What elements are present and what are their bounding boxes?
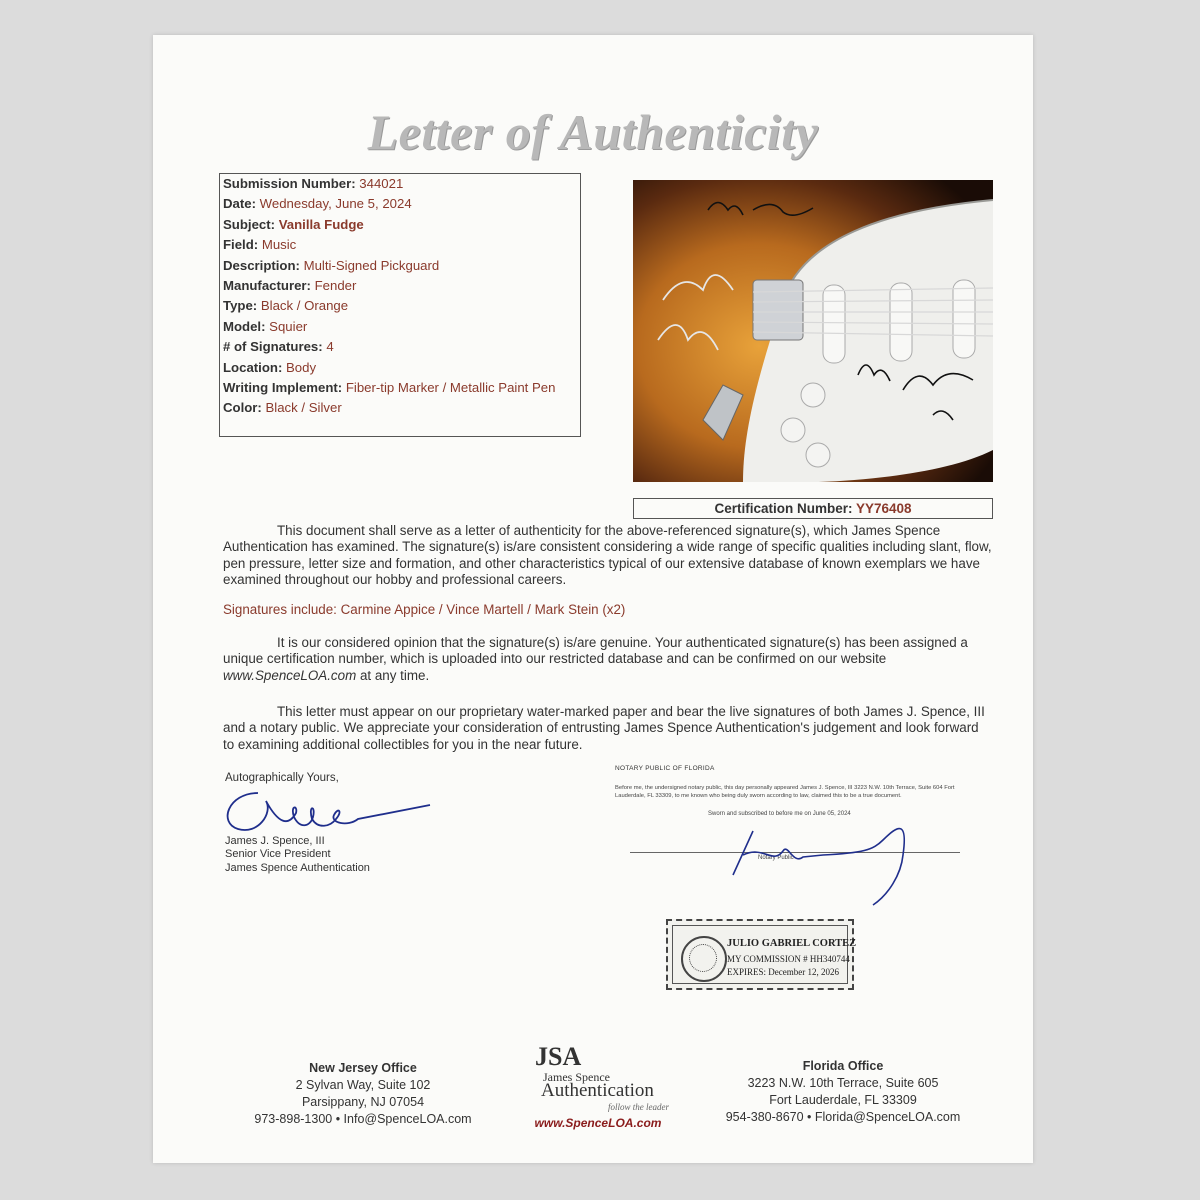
opinion-paragraph: It is our considered opinion that the signature(s) is/are genuine. Your authenticated signature(s) has been assigned a unique certification number, which is uploaded into our restricted database and can be confirmed on our website www.SpenceLOA.com at any time. (223, 635, 968, 683)
notary-commission: MY COMMISSION # HH340744 (727, 954, 850, 964)
nj-office-heading: New Jersey Office (309, 1061, 417, 1075)
new-jersey-office (213, 1060, 513, 1128)
detail-row-manufacturer: Manufacturer: Fender (223, 278, 357, 294)
detail-row-color: Color: Black / Silver (223, 399, 342, 415)
detail-row-description: Description: Multi-Signed Pickguard (223, 257, 440, 273)
detail-row-date: Date: Wednesday, June 5, 2024 (223, 196, 412, 212)
signer-company: James Spence Authentication (225, 861, 370, 874)
jsa-website[interactable]: www.SpenceLOA.com (534, 1116, 662, 1130)
closing-text: Autographically Yours, (225, 772, 339, 784)
certification-number: Certification Number: YY76408 (633, 498, 993, 519)
notary-stamp (666, 919, 857, 990)
page-title: Letter of Authenticity (367, 104, 819, 160)
fl-office-address: 3223 N.W. 10th Terrace, Suite 605 (747, 1076, 939, 1090)
spence-signature (218, 783, 433, 839)
nj-office-address: 2 Sylvan Way, Suite 102 (295, 1078, 431, 1092)
nj-office-city: Parsippany, NJ 07054 (301, 1095, 425, 1109)
fl-office-heading: Florida Office (802, 1059, 884, 1073)
notary-statement: Before me, the undersigned notary public, this day personally appeared James J. Spence, III 3223 N.W. 10th Terrace, Suite 604 Fort Lauderdale, FL 33309, to me known who being duly sworn according to law, claimed this to be a true document. (615, 785, 955, 799)
authenticity-paragraph: This document shall serve as a letter of authenticity for the above-referenced signature(s), which James Spence Authentication has examined. The signature(s) is/are consistent considering a wide range of specific qualities including slant, flow, pen pressure, letter size and formation, and other characteristics typical of our extensive database of known exemplars we have examined throughout our hobby and professional careers. (223, 523, 992, 588)
notary-heading: NOTARY PUBLIC OF FLORIDA (615, 765, 715, 772)
fl-office-contact: 954-380-8670 • Florida@SpenceLOA.com (725, 1110, 961, 1124)
detail-row-signature-count: # of Signatures: 4 (223, 339, 334, 355)
nj-office-contact: 973-898-1300 • Info@SpenceLOA.com (254, 1112, 472, 1126)
detail-row-field: Field: Music (223, 237, 297, 253)
florida-office (693, 1058, 993, 1126)
notary-label: Notary Public (758, 855, 794, 861)
letter-page (153, 35, 1033, 1163)
detail-row-subject: Subject: Vanilla Fudge (223, 216, 364, 232)
detail-row-model: Model: Squier (223, 318, 308, 334)
fl-office-city: Fort Lauderdale, FL 33309 (769, 1093, 917, 1107)
detail-row-location: Location: Body (223, 359, 317, 375)
details-box (219, 173, 581, 437)
jsa-mark: JSA (535, 1042, 582, 1071)
jsa-line1: James Spence (543, 1070, 610, 1084)
signer-block (225, 835, 370, 875)
website-link[interactable]: www.SpenceLOA.com (223, 667, 357, 683)
signatures-include: Signatures include: Carmine Appice / Vince Martell / Mark Stein (x2) (223, 602, 626, 617)
jsa-line2: Authentication (541, 1080, 654, 1101)
detail-row-submission: Submission Number: 344021 (223, 176, 404, 191)
notary-name: JULIO GABRIEL CORTEZ (727, 938, 857, 949)
notary-expires: EXPIRES: December 12, 2026 (727, 967, 839, 977)
notary-sworn: Sworn and subscribed to before me on June 05, 2024 (708, 811, 851, 817)
pickguard-photo (633, 180, 993, 482)
detail-row-type: Type: Black / Orange (223, 298, 349, 314)
florida-seal-icon (681, 936, 727, 982)
signed-guitar-image (633, 180, 993, 482)
detail-row-writing-implement: Writing Implement: Fiber-tip Marker / Metallic Paint Pen (223, 380, 556, 396)
signer-name: James J. Spence, III (225, 835, 325, 847)
watermark-paragraph: This letter must appear on our proprietary water-marked paper and bear the live signatures of both James J. Spence, III and a notary public. We appreciate your consideration of entrusting James Spence Authentication's judgement and look forward to examining additional collectibles for you in the near future. (223, 704, 985, 752)
jsa-tagline: follow the leader (608, 1102, 669, 1112)
notary-signature (723, 795, 923, 915)
signer-title: Senior Vice President (225, 848, 331, 861)
